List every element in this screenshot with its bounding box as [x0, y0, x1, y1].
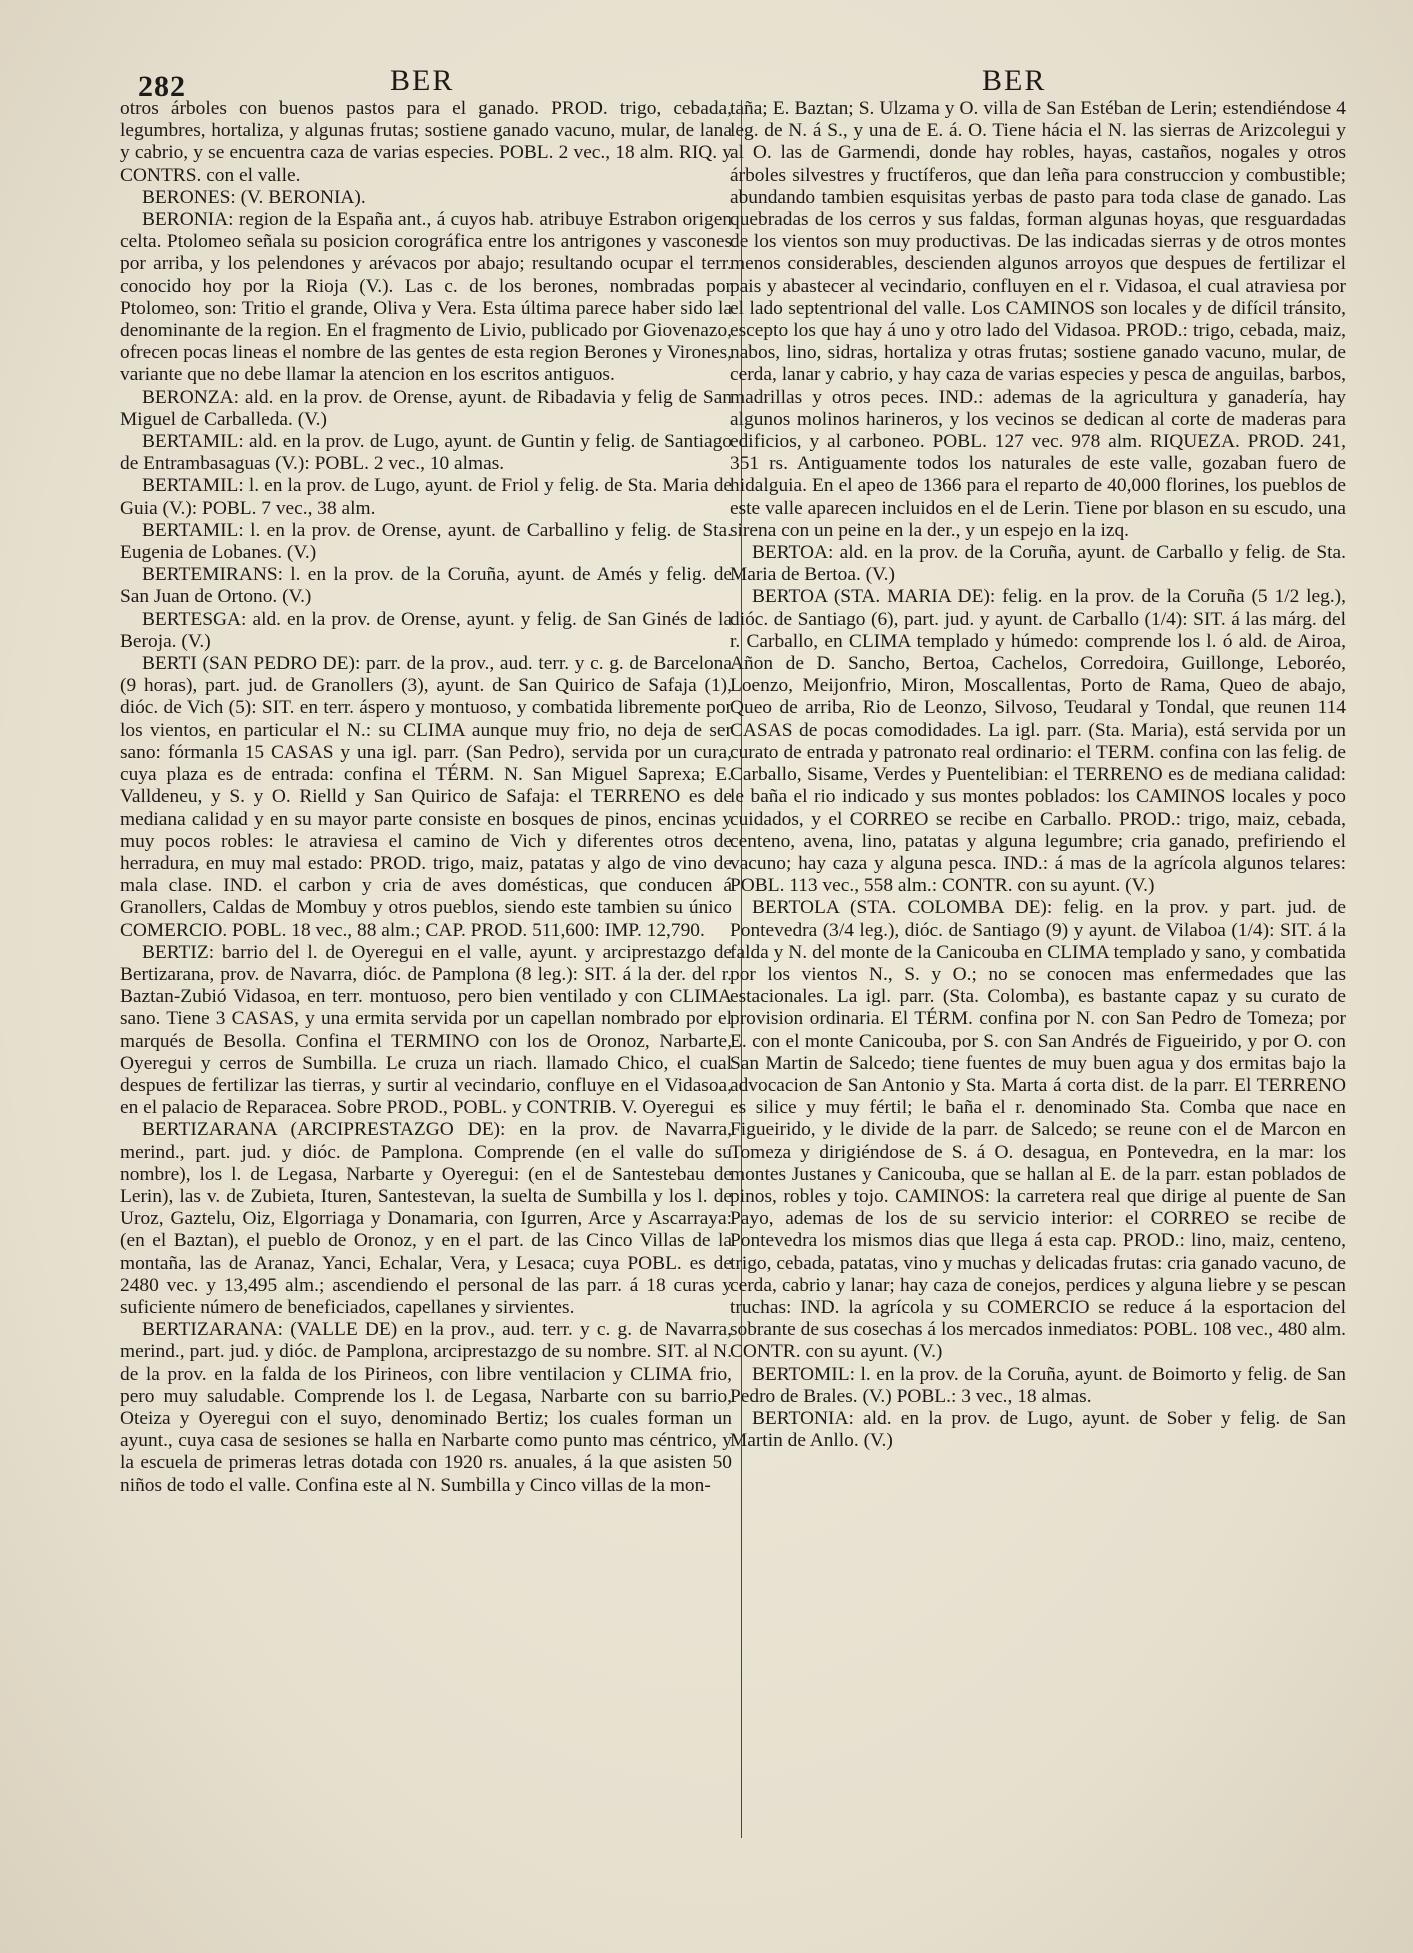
entry-bertomil: BERTOMIL: l. en la prov. de la Coruña, ayunt. de Boimorto y felig. de San Pedro de Brales. (V.) POBL.: 3 vec., 18 almas. [730, 1363, 1346, 1407]
running-headword-left: BER [390, 64, 455, 97]
running-headword-right: BER [982, 64, 1047, 97]
entry-bertoa-felig: BERTOA (STA. MARIA DE): felig. en la prov. de la Coruña (5 1/2 leg.), dióc. de Santiago (6), part. jud. y ayunt. de Carballo (1/4): SIT. á las márg. del r. Carballo, en CLIMA templado y húmedo: comprende los l. ó ald. de Airoa, Añon de D. Sancho, Bertoa, Cachelos, Corredoira, Guillonge, Leboréo, Loenzo, Meijonfrio, Miron, Moscallentas, Porto de Rama, Queo de abajo, Queo de arriba, Rio de Leonzo, Silvoso, Teudaral y Tondal, que reunen 114 CASAS de pocas comodidades. La igl. parr. (Sta. Maria), está servida por un curato de entrada y patronato real ordinario: el TERM. confina con las felig. de Carballo, Sisame, Verdes y Puentelibian: el TERRENO es de mediana calidad: le baña el rio indicado y sus montes poblados: los CAMINOS locales y poco cuidados, y el CORREO se recibe en Carballo. PROD.: trigo, maiz, cebada, centeno, avena, lino, patatas y alguna legumbre; cria ganado, prefiriendo el vacuno; hay caza y alguna pesca. IND.: á mas de la agrícola algunos telares: POBL. 113 vec., 558 alm.: CONTR. con su ayunt. (V.) [730, 586, 1346, 897]
entry-beronza: BERONZA: ald. en la prov. de Orense, ayunt. de Ribadavia y felig de San Miguel de Carballeda. (V.) [120, 386, 732, 430]
entry-bertemirans: BERTEMIRANS: l. en la prov. de la Coruña, ayunt. de Amés y felig. de San Juan de Ortono. (V.) [120, 564, 732, 608]
entry-bertamil-2: BERTAMIL: l. en la prov. de Lugo, ayunt. de Friol y felig. de Sta. Maria de Guia (V.): POBL. 7 vec., 38 alm. [120, 475, 732, 519]
entry-bertoa-ald: BERTOA: ald. en la prov. de la Coruña, ayunt. de Carballo y felig. de Sta. Maria de Bertoa. (V.) [730, 542, 1346, 586]
entry-bertizarana-arciprestazgo: BERTIZARANA (ARCIPRESTAZGO DE): en la prov. de Navarra, merind., part. jud. y dióc. de Pamplona. Comprende (en el valle do su nombre), los l. de Legasa, Narbarte y Oyeregui: (en el de Santestebau de Lerin), las v. de Zubieta, Ituren, Santestevan, la suelta de Sumbilla y los l. de Uroz, Gaztelu, Oiz, Elgorriaga y Donamaria, con Igurren, Arce y Ascarraya: (en el Baztan), el pueblo de Oronoz, y en el part. de las Cinco Villas de la montaña, las de Aranaz, Yanci, Echalar, Vera, y Lesaca; cuya POBL. es de 2480 vec. y 13,495 alm.; ascendiendo el personal de las parr. á 18 curas y suficiente número de beneficiados, capellanes y sirvientes. [120, 1119, 732, 1318]
entry-bertiz: BERTIZ: barrio del l. de Oyeregui en el valle, ayunt. y arciprestazgo de Bertizarana, prov. de Navarra, dióc. de Pamplona (8 leg.): SIT. á la der. del r. Baztan-Zubió Vidasoa, en terr. montuoso, pero bien ventilado y con CLIMA sano. Tiene 3 CASAS, y una ermita servida por un capellan nombrado por el marqués de Besolla. Confina el TERMINO con los de Oronoz, Narbarte, Oyeregui y cerros de Sumbilla. Le cruza un riach. llamado Chico, el cual despues de fertilizar las tierras, y surtir al vecindario, confluye en el Vidasoa, en el palacio de Reparacea. Sobre PROD., POBL. y CONTRIB. V. Oyeregui [120, 941, 732, 1119]
right-column [730, 98, 1346, 1838]
entry-bertesga: BERTESGA: ald. en la prov. de Orense, ayunt. y felig. de San Ginés de la Beroja. (V.) [120, 608, 732, 652]
entry-bertonia: BERTONIA: ald. en la prov. de Lugo, ayunt. de Sober y felig. de San Martin de Anllo. (V.) [730, 1407, 1346, 1452]
entry-berti: BERTI (SAN PEDRO DE): parr. de la prov., aud. terr. y c. g. de Barcelona (9 horas), part. jud. de Granollers (3), ayunt. de San Quirico de Safaja (1), dióc. de Vich (5): SIT. en terr. áspero y montuoso, y combatida libremente por los vientos, en particular el N.: su CLIMA aunque muy frio, no deja de ser sano: fórmanla 15 CASAS y una igl. parr. (San Pedro), servida por un cura, cuya plaza es de entrada: confina el TÉRM. N. San Miguel Saprexa; E. Valldeneu, y S. y O. Rielld y San Quirico de Safaja: el TERRENO es de mediana calidad y en su mayor parte consiste en bosques de pinos, encinas y muy pocos robles: le atraviesa el camino de Vich y diferentes otros de herradura, en muy mal estado: PROD. trigo, maiz, patatas y algo de vino de mala clase. IND. el carbon y cria de aves domésticas, que conducen á Granollers, Caldas de Mombuy y otros pueblos, siendo este tambien su único COMERCIO. POBL. 18 vec., 88 alm.; CAP. PROD. 511,600: IMP. 12,790. [120, 653, 732, 941]
page-number: 282 [138, 70, 186, 103]
entry-bertizarana-valle: BERTIZARANA: (VALLE DE) en la prov., aud. terr. y c. g. de Navarra, merind., part. jud. y dióc. de Pamplona, arciprestazgo de su nombre. SIT. al N. de la prov. en la falda de los Pirineos, con libre ventilacion y CLIMA frio, pero muy saludable. Comprende los l. de Legasa, Narbarte con su barrio, Oteiza y Oyeregui con el suyo, denominado Bertiz; los cuales forman un ayunt., cuya casa de sesiones se halla en Narbarte como punto mas céntrico, y la escuela de primeras letras dotada con 1920 rs. anuales, á la que asisten 50 niños de todo el valle. Confina este al N. Sumbilla y Cinco villas de la mon- [120, 1319, 732, 1496]
entry-continuation: otros árboles con buenos pastos para el ganado. PROD. trigo, cebada, legumbres, hortaliza, y algunas frutas; sostiene ganado vacuno, mular, de lana y cabrio, y se encuentra caza de varias especies. POBL. 2 vec., 18 alm. RIQ. y CONTRS. con el valle. [120, 98, 732, 186]
entry-bertamil-3: BERTAMIL: l. en la prov. de Orense, ayunt. de Carballino y felig. de Sta. Eugenia de Lobanes. (V.) [120, 519, 732, 564]
entry-berones: BERONES: (V. BERONIA). [142, 186, 366, 208]
entry-bertamil-1: BERTAMIL: ald. en la prov. de Lugo, ayunt. de Guntin y felig. de Santiago de Entrambasaguas (V.): POBL. 2 vec., 10 almas. [120, 431, 732, 475]
entry-continuation-right: taña; E. Baztan; S. Ulzama y O. villa de San Estéban de Lerin; estendiéndose 4 leg. de N. á S., y una de E. á. O. Tiene hácia el N. las sierras de Arizcolegui y al O. las de Garmendi, donde hay robles, hayas, castaños, nogales y otros árboles silvestres y fructíferos, que dan leña para construccion y combustible; abundando tambien esquisitas yerbas de pasto para toda clase de ganado. Las quebradas de los cerros y sus faldas, forman algunas hoyas, que resguardadas de los vientos son muy productivas. De las indicadas sierras y de otros montes menos considerables, descienden algunos arroyos que despues de fertilizar el pais y abastecer al vecindario, confluyen en el r. Vidasoa, el cual atraviesa por el lado septentrional del valle. Los CAMINOS son locales y de difícil tránsito, escepto los que hay á uno y otro lado del Vidasoa. PROD.: trigo, cebada, maiz, nabos, lino, sidras, hortaliza y otras frutas; sostiene ganado vacuno, mular, de cerda, lanar y cabrio, y hay caza de varias especies y pesca de anguilas, barbos, madrillas y otros peces. IND.: ademas de la agricultura y ganadería, hay algunos molinos harineros, y los vecinos se dedican al corte de maderas para edificios, y al carboneo. POBL. 127 vec. 978 alm. RIQUEZA. PROD. 241, 351 rs. Antiguamente todos los naturales de este valle, gozaban fuero de hidalguia. En el apeo de 1366 para el reparto de 40,000 florines, los pueblos de este valle aparecen incluidos en el de Lerin. Tiene por blason en su escudo, una sirena con un peine en la der., y un espejo en la izq. [730, 98, 1346, 541]
entry-beronia: BERONIA: region de la España ant., á cuyos hab. atribuye Estrabon origen celta. Ptolomeo señala su posicion corográfica entre los antrigones y vascones por arriba, y los pelendones y arévacos por abajo; resultando ocupar el terr. conocido hoy por la Rioja (V.). Las c. de los berones, nombradas por Ptolomeo, son: Tritio el grande, Oliva y Vera. Esta última parece haber sido la denominante de la region. En el fragmento de Livio, publicado por Giovenazo, ofrecen pocas lineas el nombre de las gentes de esta region Berones y Virones, variante que no debe llamar la atencion en los escritos antiguos. [120, 209, 732, 386]
left-column [120, 98, 732, 1838]
entry-bertola: BERTOLA (STA. COLOMBA DE): felig. en la prov. y part. jud. de Pontevedra (3/4 leg.), dióc. de Santiago (9) y ayunt. de Vilaboa (1/4): SIT. á la falda y N. del monte de la Canicouba en CLIMA templado y sano, y combatida por los vientos N., S. y O.; no se conocen mas enfermedades que las estacionales. La igl. parr. (Sta. Colomba), es bastante capaz y su curato de provision ordinaria. El TÉRM. confina por N. con San Pedro de Tomeza; por E. con el monte Canicouba, por S. con San Andrés de Figueirido, y por O. con San Martin de Salcedo; tiene fuentes de muy buen agua y dos ermitas bajo la advocacion de San Antonio y Sta. Marta á corta dist. de la parr. El TERRENO es silice y muy fértil; le baña el r. denominado Sta. Comba que nace en Figueirido, y le divide de la parr. de Salcedo; se reune con el de Marcon en Tomeza y dirigiéndose de S. á O. desagua, en Pontevedra, en la mar: los montes Justanes y Canicouba, que se hallan al E. de la parr. estan poblados de pinos, robles y tojo. CAMINOS: la carretera real que dirige al puente de San Payo, ademas de los de su servicio interior: el CORREO se recibe de Pontevedra los mismos dias que llega á esta cap. PROD.: lino, maiz, centeno, trigo, cebada, patatas, vino y muchas y delicadas frutas: cria ganado vacuno, de cerda, cabrio y lanar; hay caza de conejos, perdices y alguna liebre y se pescan truchas: IND. la agrícola y su COMERCIO se reduce á la esportacion del sobrante de sus cosechas á los mercados inmediatos: POBL. 108 vec., 480 alm. CONTR. con su ayunt. (V.) [730, 897, 1346, 1363]
